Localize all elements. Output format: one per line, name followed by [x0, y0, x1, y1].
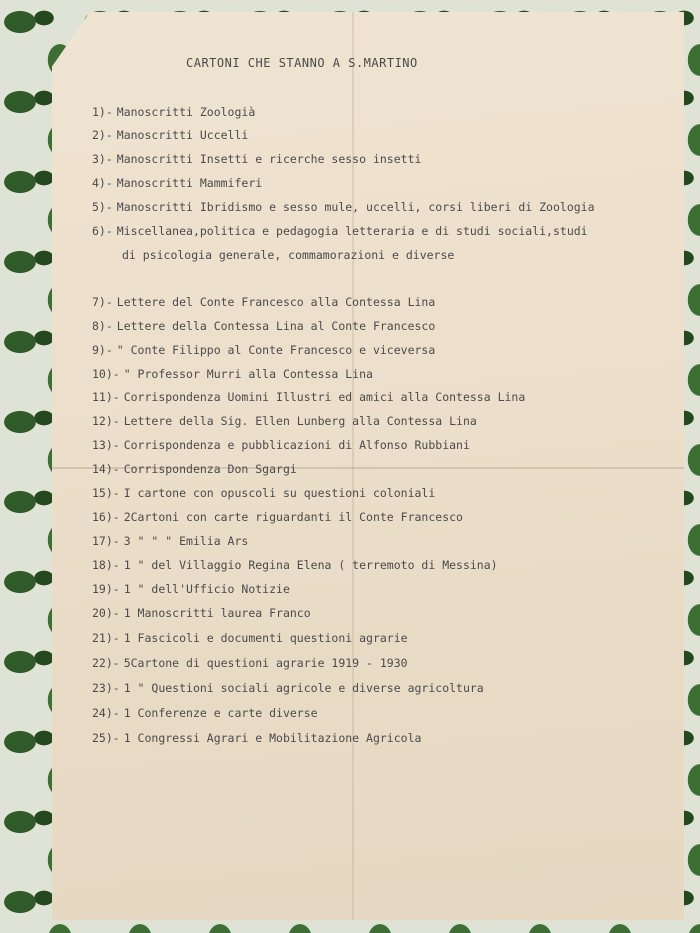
list-item: [92, 558, 498, 572]
item-number: 9)-: [92, 343, 113, 357]
item-text: Lettere del Conte Francesco alla Contessa Lina: [116, 295, 436, 309]
item-text: di psicologia generale, commamorazioni e diverse: [122, 248, 455, 262]
item-number: 16)-: [92, 510, 120, 524]
item-number: 10)-: [92, 367, 120, 381]
list-item: [92, 152, 421, 166]
item-text: Lettere della Contessa Lina al Conte Francesco: [116, 319, 436, 333]
list-item: [92, 319, 435, 333]
item-text: 1 Fascicoli e documenti questioni agrarie: [123, 631, 408, 645]
item-text: 1 Conferenze e carte diverse: [123, 706, 318, 720]
item-text: Lettere della Sig. Ellen Lunberg alla Contessa Lina: [123, 414, 477, 428]
list-item: [92, 128, 248, 142]
list-item: [92, 606, 311, 620]
list-item: [92, 486, 435, 500]
item-text: " Conte Filippo al Conte Francesco e viceversa: [116, 343, 436, 357]
list-item: [92, 105, 255, 119]
item-text: 5Cartone di questioni agrarie 1919 - 1930: [123, 656, 408, 670]
item-text: I cartone con opuscoli su questioni coloniali: [123, 486, 436, 500]
list-item: [92, 390, 525, 404]
list-item: [92, 462, 297, 476]
item-text: 3 " " " Emilia Ars: [123, 534, 249, 548]
list-item: [92, 438, 470, 452]
item-number: 4)-: [92, 176, 113, 190]
document-title: CARTONI CHE STANNO A S.MARTINO: [186, 56, 418, 70]
item-number: 15)-: [92, 486, 120, 500]
item-text: " Professor Murri alla Contessa Lina: [123, 367, 373, 381]
vertical-fold-crease: [352, 12, 354, 920]
item-number: 23)-: [92, 681, 120, 695]
item-text: Manoscritti Mammiferi: [116, 176, 263, 190]
item-text: Corrispondenza Uomini Illustri ed amici alla Contessa Lina: [123, 390, 526, 404]
item-number: 18)-: [92, 558, 120, 572]
item-number: 22)-: [92, 656, 120, 670]
list-item: [92, 224, 588, 238]
list-item: [92, 656, 408, 670]
list-item: [92, 295, 435, 309]
item-number: 17)-: [92, 534, 120, 548]
list-item: [92, 176, 262, 190]
item-number: 1)-: [92, 105, 113, 119]
item-number: 21)-: [92, 631, 120, 645]
list-item: [92, 681, 484, 695]
item-text: 1 " Questioni sociali agricole e diverse agricoltura: [123, 681, 484, 695]
item-number: 11)-: [92, 390, 120, 404]
item-text: 1 Manoscritti laurea Franco: [123, 606, 311, 620]
item-text: Manoscritti Uccelli: [116, 128, 249, 142]
list-item: [92, 631, 408, 645]
item-number: 6)-: [92, 224, 113, 238]
list-item: [92, 200, 595, 214]
item-number: 20)-: [92, 606, 120, 620]
item-text: Manoscritti Zoologià: [116, 105, 256, 119]
item-text: Corrispondenza Don Sgargi: [123, 462, 297, 476]
list-item: [92, 414, 477, 428]
list-item: [92, 731, 421, 745]
item-text: Corrispondenza e pubblicazioni di Alfonso Rubbiani: [123, 438, 470, 452]
item-number: 12)-: [92, 414, 120, 428]
item-text: Manoscritti Ibridismo e sesso mule, uccelli, corsi liberi di Zoologia: [116, 200, 595, 214]
list-item: [92, 582, 290, 596]
list-item: [92, 706, 318, 720]
item-number: 5)-: [92, 200, 113, 214]
list-item: [92, 534, 248, 548]
item-text: Miscellanea,politica e pedagogia letteraria e di studi sociali,studi: [116, 224, 588, 238]
list-item: [92, 343, 435, 357]
item-text: 1 Congressi Agrari e Mobilitazione Agricola: [123, 731, 422, 745]
list-item: [92, 510, 463, 524]
item-number: 19)-: [92, 582, 120, 596]
item-text: 1 " del Villaggio Regina Elena ( terremoto di Messina): [123, 558, 498, 572]
item-number: 14)-: [92, 462, 120, 476]
item-number: 24)-: [92, 706, 120, 720]
item-text: 1 " dell'Ufficio Notizie: [123, 582, 290, 596]
item-number: 2)-: [92, 128, 113, 142]
item-number: 13)-: [92, 438, 120, 452]
item-number: 3)-: [92, 152, 113, 166]
list-item: [118, 248, 454, 262]
item-text: 2Cartoni con carte riguardanti il Conte Francesco: [123, 510, 463, 524]
item-text: Manoscritti Insetti e ricerche sesso insetti: [116, 152, 422, 166]
list-item: [92, 367, 373, 381]
item-number: 8)-: [92, 319, 113, 333]
item-number: 7)-: [92, 295, 113, 309]
item-number: 25)-: [92, 731, 120, 745]
